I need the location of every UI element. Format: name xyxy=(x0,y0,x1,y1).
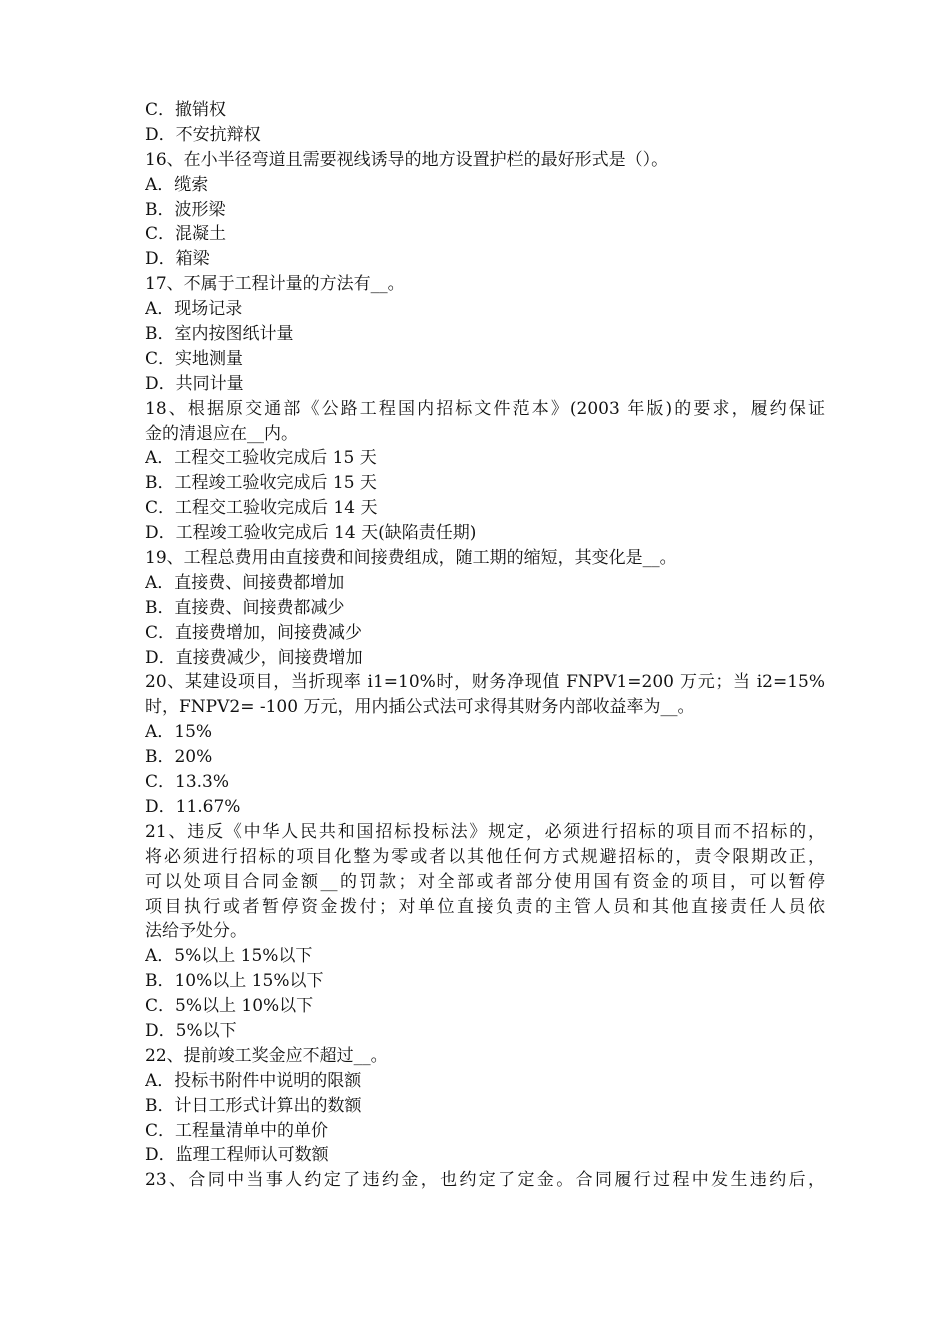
question-21-line-1: 21、违反《中华人民共和国招标投标法》规定，必须进行招标的项目而不招标的， xyxy=(145,821,825,842)
option-c-19: C．直接费增加，间接费减少 xyxy=(145,622,363,643)
option-b-16: B．波形梁 xyxy=(145,199,226,220)
option-a-20: A．15% xyxy=(145,722,213,743)
option-a-17: A．现场记录 xyxy=(145,299,243,320)
option-d-15: D．不安抗辩权 xyxy=(145,124,261,145)
question-20-line-2: 时，FNPV2= -100 万元，用内插公式法可求得其财务内部收益率为__。 xyxy=(145,697,695,718)
document-page xyxy=(145,98,825,1193)
option-c-22: C．工程量清单中的单价 xyxy=(145,1120,329,1141)
question-21-line-4: 项目执行或者暂停资金拨付；对单位直接负责的主管人员和其他直接责任人员依 xyxy=(145,896,825,917)
option-c-21: C．5%以上 10%以下 xyxy=(145,996,314,1017)
question-16: 16、在小半径弯道且需要视线诱导的地方设置护栏的最好形式是（）。 xyxy=(145,149,669,170)
option-c-20: C．13.3% xyxy=(145,772,230,793)
option-b-18: B．工程竣工验收完成后 15 天 xyxy=(145,473,377,494)
option-d-19: D．直接费减少，间接费增加 xyxy=(145,647,363,668)
option-b-17: B．室内按图纸计量 xyxy=(145,324,294,345)
option-a-21: A．5%以上 15%以下 xyxy=(145,946,313,967)
option-d-17: D．共同计量 xyxy=(145,373,244,394)
question-19: 19、工程总费用由直接费和间接费组成，随工期的缩短，其变化是__。 xyxy=(145,548,677,569)
question-18-line-2: 金的清退应在__内。 xyxy=(145,423,298,444)
question-21-line-5: 法给予处分。 xyxy=(145,921,247,942)
option-d-18: D．工程竣工验收完成后 14 天(缺陷责任期) xyxy=(145,523,477,544)
option-b-20: B．20% xyxy=(145,747,213,768)
option-a-18: A．工程交工验收完成后 15 天 xyxy=(145,448,377,469)
option-c-17: C．实地测量 xyxy=(145,348,244,369)
question-21-line-2: 将必须进行招标的项目化整为零或者以其他任何方式规避招标的，责令限期改正， xyxy=(145,846,825,867)
question-18-line-1: 18、根据原交通部《公路工程国内招标文件范本》(2003 年版)的要求，履约保证 xyxy=(145,398,825,419)
option-d-20: D．11.67% xyxy=(145,796,241,817)
question-20-line-1: 20、某建设项目，当折现率 i1=10%时，财务净现值 FNPV1=200 万元；当 i2=15% xyxy=(145,672,825,693)
option-b-22: B．计日工形式计算出的数额 xyxy=(145,1095,362,1116)
option-d-22: D．监理工程师认可数额 xyxy=(145,1145,329,1166)
question-23-line-1: 23、合同中当事人约定了违约金，也约定了定金。合同履行过程中发生违约后， xyxy=(145,1170,825,1191)
option-c-18: C．工程交工验收完成后 14 天 xyxy=(145,498,378,519)
option-a-16: A．缆索 xyxy=(145,174,209,195)
option-b-19: B．直接费、间接费都减少 xyxy=(145,597,345,618)
option-c-16: C．混凝土 xyxy=(145,224,227,245)
option-d-16: D．箱梁 xyxy=(145,249,210,270)
question-22: 22、提前竣工奖金应不超过__。 xyxy=(145,1045,388,1066)
option-d-21: D．5%以下 xyxy=(145,1020,237,1041)
option-a-19: A．直接费、间接费都增加 xyxy=(145,572,345,593)
question-17: 17、不属于工程计量的方法有__。 xyxy=(145,274,405,295)
question-21-line-3: 可以处项目合同金额__的罚款；对全部或者部分使用国有资金的项目，可以暂停 xyxy=(145,871,825,892)
option-a-22: A．投标书附件中说明的限额 xyxy=(145,1070,362,1091)
option-b-21: B．10%以上 15%以下 xyxy=(145,971,324,992)
option-c-15: C．撤销权 xyxy=(145,100,227,120)
